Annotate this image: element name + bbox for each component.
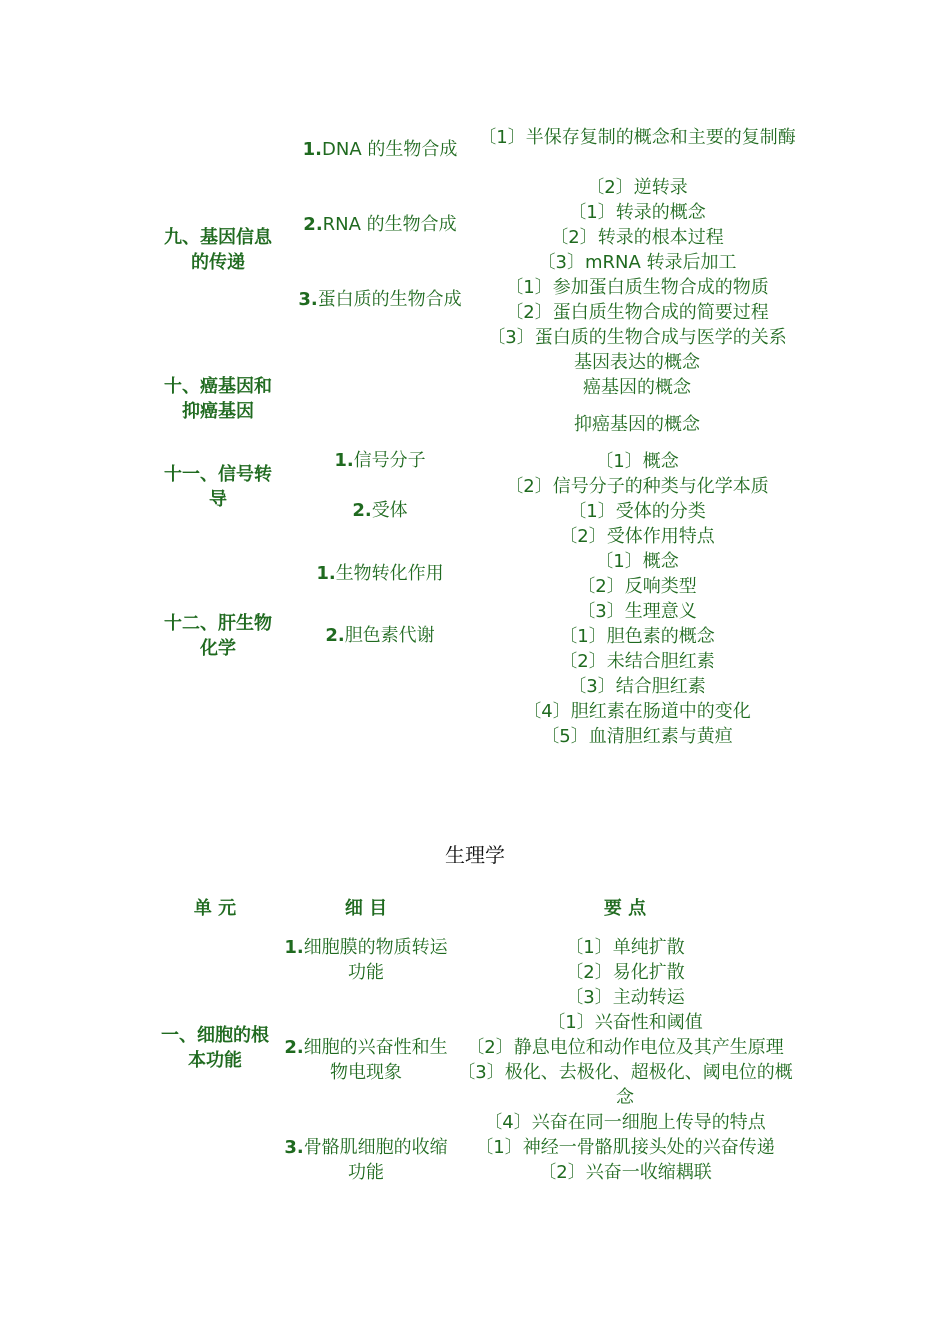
point-text: 〔2〕受体作用特点 [559,526,715,547]
point-text: 〔1〕受体的分类 [568,501,706,522]
point-text: 〔1〕胆色素的概念 [559,626,715,647]
point-text: 〔1〕转录的概念 [568,202,706,223]
point-text: 〔5〕血清胆红素与黄疸 [541,726,733,747]
point-text: 〔2〕蛋白质生物合成的简要过程 [505,302,769,323]
point-text: 〔3〕mRNA 转录后加工 [537,252,737,273]
point-text: 〔2〕兴奋一收缩耦联 [538,1162,712,1183]
column-header-unit: 单 元 [193,898,237,919]
item-title: 2.细胞的兴奋性和生物电现象 [284,1037,448,1083]
point-text: 〔2〕信号分子的种类与化学本质 [505,476,769,497]
unit-title: 九、基因信息的传递 [164,227,272,273]
item-title: 3.骨骼肌细胞的收缩功能 [284,1137,448,1183]
section-title: 生理学 [445,843,505,867]
point-text: 癌基因的概念 [583,377,691,398]
point-text: 〔1〕神经一骨骼肌接头处的兴奋传递 [475,1137,775,1158]
point-text: 〔3〕主动转运 [565,987,685,1008]
point-text: 〔1〕兴奋性和阈值 [547,1012,703,1033]
point-text: 〔1〕参加蛋白质生物合成的物质 [505,277,769,298]
unit-title: 十二、肝生物化学 [164,613,272,659]
item-title: 1.生物转化作用 [316,563,444,584]
point-text: 〔4〕兴奋在同一细胞上传导的特点 [484,1112,766,1133]
item-title: 1.信号分子 [334,450,426,471]
unit-title: 十、癌基因和抑癌基因 [164,376,272,422]
point-text: 〔2〕易化扩散 [565,962,685,983]
unit-title: 十一、信号转导 [164,464,272,510]
point-text: 〔3〕结合胆红素 [568,676,706,697]
point-text: 〔3〕蛋白质的生物合成与医学的关系 [487,327,787,348]
point-text: 〔3〕生理意义 [577,601,697,622]
column-header-item: 细 目 [344,898,388,919]
item-title: 2.RNA 的生物合成 [303,214,457,235]
item-title: 1.细胞膜的物质转运功能 [284,937,448,983]
point-text: 〔1〕单纯扩散 [565,937,685,958]
point-text: 〔2〕转录的根本过程 [550,227,724,248]
point-text: 〔1〕半保存复制的概念和主要的复制酶 [478,127,796,148]
item-title: 1.DNA 的生物合成 [302,139,458,160]
point-text: 〔3〕极化、去极化、超极化、阈电位的概念 [457,1062,793,1108]
point-text: 基因表达的概念 [574,352,700,373]
item-title: 3.蛋白质的生物合成 [298,289,462,310]
column-header-point: 要 点 [603,898,647,919]
point-text: 〔2〕反响类型 [577,576,697,597]
item-title: 2.胆色素代谢 [325,625,435,646]
point-text: 〔4〕胆红素在肠道中的变化 [523,701,751,722]
point-text: 〔2〕未结合胆红素 [559,651,715,672]
item-title: 2.受体 [352,500,408,521]
unit-title: 一、细胞的根本功能 [161,1025,269,1071]
point-text: 〔1〕概念 [595,451,679,472]
point-text: 〔2〕静息电位和动作电位及其产生原理 [466,1037,784,1058]
point-text: 〔1〕概念 [595,551,679,572]
point-text: 〔2〕逆转录 [586,177,688,198]
point-text: 抑癌基因的概念 [574,414,700,435]
